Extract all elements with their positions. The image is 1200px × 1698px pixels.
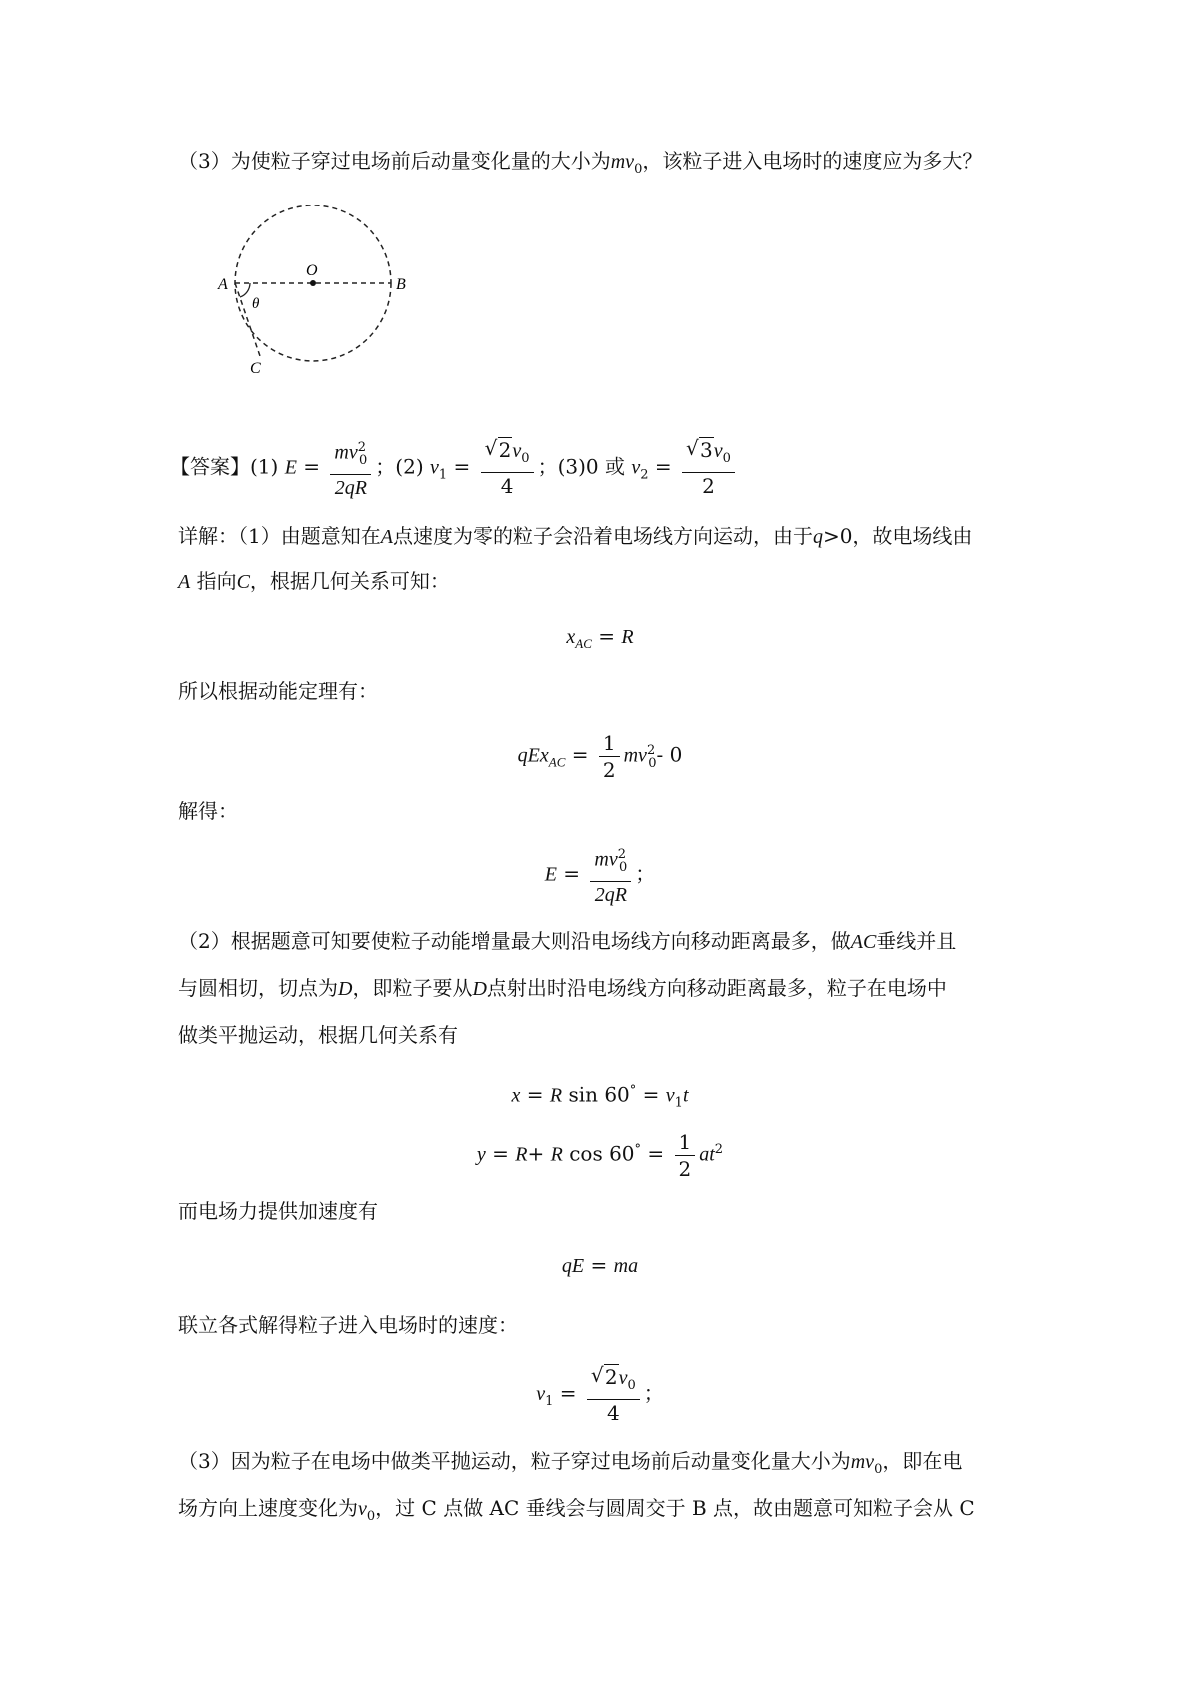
num-mv: mv — [334, 441, 358, 464]
p2-line-2 — [178, 973, 947, 1004]
R: R — [515, 1143, 528, 1166]
circle-figure — [210, 205, 410, 375]
center-point — [310, 280, 316, 286]
R: R — [550, 1143, 563, 1166]
sub0: 0 — [619, 859, 628, 875]
eq-energy — [0, 721, 1200, 794]
p2-l1-b: 垂线并且 — [876, 929, 957, 953]
eq-sign: = — [647, 1141, 665, 1166]
label-theta: θ — [252, 296, 260, 312]
p3-l1-a: （3）因为粒子在电场中做类平抛运动，粒子穿过电场前后动量变化量大小为 — [178, 1449, 851, 1473]
sin60: sin 60 — [568, 1082, 630, 1107]
sub0: 0 — [874, 1462, 883, 1477]
deg: ° — [629, 1083, 637, 1098]
R: R — [621, 626, 634, 648]
answer-v1: v — [430, 456, 439, 479]
answer-fraction-1 — [330, 436, 371, 500]
frac-E — [590, 843, 631, 907]
question-text-suffix: ，该粒子进入电场时的速度应为多大？ — [642, 149, 983, 173]
rad-2: 2 — [498, 437, 512, 462]
rad-2: 2 — [604, 1364, 618, 1389]
eq-qE-ma — [0, 1250, 1200, 1281]
num-mv: mv — [594, 848, 618, 871]
R: R — [549, 1084, 563, 1107]
sqrt-2b: √ 2 — [590, 1362, 618, 1389]
chord-ac — [235, 283, 260, 356]
question-mv: mv — [610, 151, 635, 173]
eq-sign: = — [526, 1082, 544, 1107]
detail-l1-a: 详解：（1）由题意知在 — [178, 524, 381, 548]
rad-3: 3 — [700, 437, 713, 462]
answer-part1: (1) — [250, 454, 279, 479]
qE: qE — [517, 744, 540, 767]
v: v — [665, 1084, 675, 1107]
detail-l2-A: A — [178, 571, 191, 593]
x: x — [511, 1084, 521, 1107]
num-v: v — [512, 439, 522, 462]
num-v: v — [618, 1366, 628, 1389]
eq-xac — [0, 621, 1200, 659]
answer-label: 【答案】 — [170, 454, 250, 479]
eq-v1 — [0, 1363, 1200, 1432]
eq-sign: = — [571, 742, 589, 767]
sub0: 0 — [648, 755, 657, 771]
sub0: 0 — [366, 1509, 376, 1524]
eq-sign: = — [654, 454, 672, 479]
sub1: 1 — [438, 467, 448, 483]
question-sub0: 0 — [634, 162, 643, 177]
answer-v2: v — [631, 456, 641, 479]
eq-sign: = — [598, 624, 616, 648]
sep1: ； — [375, 454, 396, 479]
p2-l2-D: D — [338, 978, 353, 1000]
den-2: 2 — [602, 757, 616, 782]
sub0: 0 — [521, 450, 530, 466]
eq-sign: = — [563, 861, 581, 886]
sup2: 2 — [714, 1142, 724, 1157]
x: x — [566, 626, 576, 648]
eq-E — [0, 843, 1200, 907]
p3-line-2 — [178, 1493, 975, 1532]
mv: mv — [623, 744, 647, 767]
p3-l2-b: ，过 C 点做 AC 垂线会与圆周交于 B 点，故由题意可知粒子会从 C — [375, 1496, 975, 1520]
plus: + — [527, 1141, 545, 1166]
p2-l2-D2: D — [472, 978, 487, 1000]
eq-sign: = — [492, 1141, 509, 1166]
sqrt-3: √ 3 — [686, 435, 713, 462]
answer-part2: (2) — [395, 454, 424, 479]
frac-half — [599, 731, 620, 782]
sub0: 0 — [359, 452, 368, 468]
p2-l2-b: ，即粒子要从 — [352, 976, 473, 1000]
answer-line — [170, 435, 739, 499]
detail-line-1 — [178, 521, 972, 552]
detail-line-2 — [178, 566, 450, 597]
p3-l2-v: v — [358, 1498, 367, 1520]
sub-ac: AC — [548, 754, 566, 770]
ma: ma — [613, 1255, 639, 1277]
E: E — [544, 863, 557, 886]
den-4: 4 — [606, 1400, 620, 1425]
den-4: 4 — [500, 473, 514, 498]
label-o: O — [306, 262, 318, 279]
num-1: 1 — [675, 1130, 696, 1156]
sub0: 0 — [627, 1377, 636, 1393]
label-c: C — [250, 360, 261, 375]
p2-line-1 — [178, 926, 956, 957]
p3-l2-a: 场方向上速度变化为 — [178, 1496, 358, 1520]
t: t — [682, 1084, 689, 1107]
deg: ° — [634, 1142, 642, 1157]
detail-line-6: 联立各式解得粒子进入电场时的速度： — [178, 1313, 518, 1337]
num-v: v — [713, 439, 723, 462]
detail-l1-q: q — [812, 526, 823, 548]
sep2: ； — [537, 454, 558, 479]
answer-E: E — [284, 456, 297, 479]
semicolon: ； — [643, 1381, 664, 1405]
answer-fraction-2 — [481, 435, 534, 498]
eq-sign: = — [642, 1082, 660, 1107]
sup2: 2 — [646, 743, 656, 758]
detail-l1-A: A — [380, 526, 393, 548]
den-2: 2 — [702, 473, 715, 498]
label-b: B — [396, 276, 406, 293]
sup2: 2 — [617, 847, 627, 862]
den-2: 2 — [678, 1156, 692, 1181]
detail-line-4: 解得： — [178, 799, 238, 823]
qE: qE — [561, 1255, 585, 1277]
sub0: 0 — [722, 450, 731, 466]
semicolon: ； — [635, 861, 656, 886]
answer-fraction-3 — [682, 435, 735, 498]
sqrt-2: √ 2 — [484, 435, 512, 462]
eq-sign: = — [303, 454, 321, 479]
num-1: 1 — [599, 731, 620, 757]
answer-part3: (3)0 或 — [557, 454, 625, 479]
p3-l1-b: ，即在电 — [882, 1449, 963, 1473]
cos60: cos 60 — [569, 1141, 635, 1166]
x: x — [539, 744, 549, 767]
eq-sign: = — [590, 1253, 608, 1277]
detail-line-3: 所以根据动能定理有： — [178, 679, 378, 703]
p2-l1-a: （2）根据题意可知要使粒子动能增量最大则沿电场线方向移动距离最多，做 — [178, 929, 851, 953]
detail-l1-c: >0，故电场线由 — [822, 524, 973, 548]
detail-l2-a: 指向 — [190, 569, 237, 593]
eq-sign: = — [453, 454, 471, 479]
frac-v1 — [587, 1362, 640, 1425]
sub1: 1 — [545, 1394, 554, 1409]
p2-l2-a: 与圆相切，切点为 — [178, 976, 338, 1000]
sub-ac: AC — [575, 636, 592, 651]
y: y — [476, 1143, 486, 1166]
eq-sign: = — [559, 1381, 577, 1405]
p2-l1-AC: AC — [850, 931, 877, 953]
sup2: 2 — [357, 440, 367, 455]
p2-l2-c: 点射出时沿电场线方向移动距离最多，粒子在电场中 — [486, 976, 947, 1000]
eq-y — [0, 1120, 1200, 1185]
minus-zero: - 0 — [656, 742, 683, 767]
sub2: 2 — [640, 467, 649, 483]
den-2qR: 2qR — [594, 883, 627, 906]
angle-arc — [240, 283, 250, 297]
p3-l1-mv: mv — [850, 1451, 875, 1473]
p2-line-3: 做类平抛运动，根据几何关系有 — [178, 1023, 458, 1047]
label-a: A — [218, 276, 228, 293]
v: v — [536, 1383, 546, 1405]
detail-line-5: 而电场力提供加速度有 — [178, 1199, 378, 1223]
eq-x — [0, 1076, 1200, 1119]
question-text-prefix: （3）为使粒子穿过电场前后动量变化量的大小为 — [178, 149, 611, 173]
den-2qR: 2qR — [334, 476, 367, 499]
at: at — [699, 1143, 715, 1166]
detail-l2-b: ，根据几何关系可知： — [249, 569, 450, 593]
detail-l1-b: 点速度为零的粒子会沿着电场线方向运动，由于 — [392, 524, 813, 548]
detail-l2-C: C — [236, 571, 250, 593]
question-line — [178, 146, 982, 185]
sub1: 1 — [674, 1095, 683, 1111]
frac-half-2 — [675, 1130, 696, 1181]
p3-line-1 — [178, 1446, 962, 1485]
